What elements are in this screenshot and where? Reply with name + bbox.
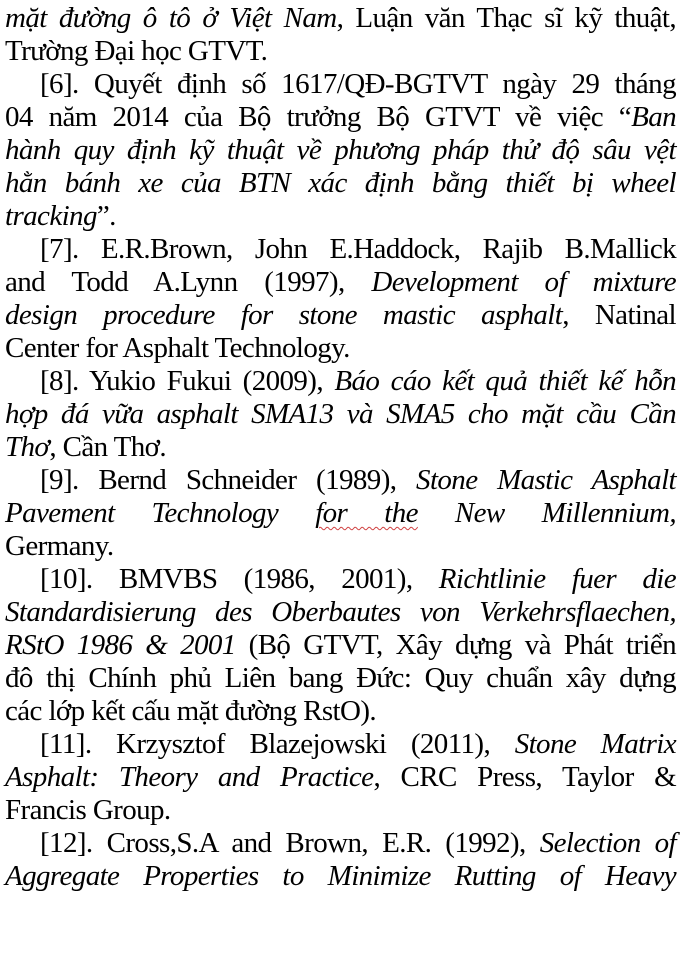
text: Trường Đại học GTVT. <box>5 35 268 67</box>
reference-11-line-3 <box>5 794 676 827</box>
reference-8-line-2 <box>5 398 676 431</box>
text: ”. <box>96 200 116 232</box>
reference-number: [12]. <box>40 827 93 859</box>
reference-12-line-2 <box>5 860 676 893</box>
italic-title: Ban <box>631 101 676 133</box>
italic-title: mặt đường ô tô ở Việt Nam <box>5 2 337 34</box>
text: Center for Asphalt Technology. <box>5 332 350 364</box>
italic-title: Standardisierung des Oberbautes von Verkehrsflaechen, <box>5 596 676 628</box>
reference-9-line-1 <box>40 464 676 497</box>
reference-6-line-2 <box>5 101 676 134</box>
italic-title: tracking <box>5 200 97 232</box>
italic-title: RStO 1986 & 2001 <box>5 629 236 661</box>
reference-8-line-3 <box>5 431 676 464</box>
italic-title: Development of mixture <box>371 266 676 298</box>
reference-6-line-4 <box>5 167 676 200</box>
reference-9-line-3 <box>5 530 676 563</box>
italic-title: Aggregate Properties to Minimize Rutting of Heavy <box>5 860 676 892</box>
reference-number: [10]. <box>40 563 93 595</box>
text: Francis Group. <box>5 794 171 826</box>
italic-title: hợp đá vữa asphalt SMA13 và SMA5 cho mặt cầu Cần <box>5 398 676 430</box>
text: , Luận văn Thạc sĩ kỹ thuật, <box>336 2 676 34</box>
reference-6-line-3 <box>5 134 676 167</box>
text: , Natinal <box>562 299 676 331</box>
reference-number: [11]. <box>40 728 92 760</box>
reference-10-line-3 <box>5 629 676 662</box>
text: Yukio Fukui (2009), <box>78 365 335 397</box>
reference-6-line-5 <box>5 200 676 233</box>
reference-10-line-2 <box>5 596 676 629</box>
italic-title: hằn bánh xe của BTN xác định bằng thiết bị wheel <box>5 167 676 199</box>
text: BMVBS (1986, 2001), <box>92 563 439 595</box>
reference-5-continued-line-1 <box>5 2 676 35</box>
reference-8-line-1 <box>40 365 676 398</box>
reference-number: [9]. <box>40 464 79 496</box>
italic-title: Thơ <box>5 431 50 463</box>
italic-title: Stone Mastic Asphalt <box>416 464 676 496</box>
text: Krzysztof Blazejowski (2011), <box>91 728 515 760</box>
reference-7-line-3 <box>5 299 676 332</box>
text: 04 năm 2014 của Bộ trưởng Bộ GTVT về việc “ <box>5 101 632 133</box>
reference-5-continued-line-2 <box>5 35 676 68</box>
reference-6-line-1 <box>40 68 676 101</box>
text: , Cần Thơ. <box>49 431 167 463</box>
text: and Todd A.Lynn (1997), <box>5 266 372 298</box>
text: E.R.Brown, John E.Haddock, Rajib B.Mallick <box>78 233 676 265</box>
text: , CRC Press, Taylor & <box>373 761 677 793</box>
text: (Bộ GTVT, Xây dựng và Phát triển <box>235 629 677 661</box>
text: Bernd Schneider (1989), <box>78 464 417 496</box>
reference-12-line-1 <box>40 827 676 860</box>
italic-title: Pavement Technology <box>5 497 316 529</box>
text: Cross,S.A and Brown, E.R. (1992), <box>92 827 540 859</box>
italic-title: Selection of <box>539 827 676 859</box>
italic-title: Báo cáo kết quả thiết kế hỗn <box>334 365 676 397</box>
reference-10-line-1 <box>40 563 676 596</box>
spellcheck-flagged-text[interactable]: for the <box>315 497 418 529</box>
reference-7-line-2 <box>5 266 676 299</box>
reference-9-line-2 <box>5 497 676 530</box>
reference-7-line-1 <box>40 233 676 266</box>
reference-10-line-4 <box>5 662 676 695</box>
text: Germany. <box>5 530 114 562</box>
italic-title: design procedure for stone mastic asphalt <box>5 299 563 331</box>
reference-number: [8]. <box>40 365 79 397</box>
italic-title: New Millennium, <box>417 497 676 529</box>
text: Quyết định số 1617/QĐ-BGTVT ngày 29 tháng <box>78 68 676 100</box>
italic-title: Stone Matrix <box>514 728 676 760</box>
reference-10-line-5 <box>5 695 676 728</box>
reference-7-line-4 <box>5 332 676 365</box>
reference-number: [6]. <box>40 68 79 100</box>
reference-11-line-2 <box>5 761 676 794</box>
reference-11-line-1 <box>40 728 676 761</box>
italic-title: Asphalt: Theory and Practice <box>5 761 374 793</box>
italic-title: Richtlinie fuer die <box>438 563 676 595</box>
reference-number: [7]. <box>40 233 79 265</box>
text: các lớp kết cấu mặt đường RstO). <box>5 695 377 727</box>
italic-title: hành quy định kỹ thuật về phương pháp thử độ sâu vệt <box>5 134 676 166</box>
text: đô thị Chính phủ Liên bang Đức: Quy chuẩn xây dựng <box>5 662 676 694</box>
